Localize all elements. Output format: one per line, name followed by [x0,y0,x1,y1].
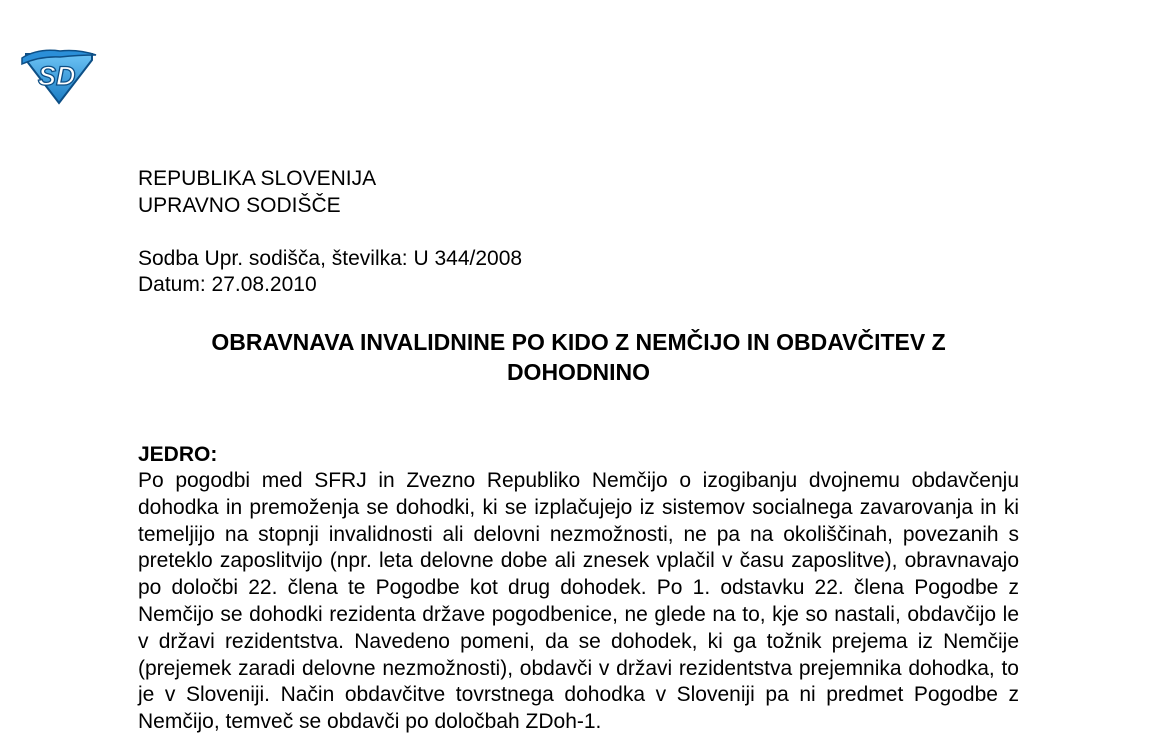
case-info [138,246,522,298]
case-number-line: Sodba Upr. sodišča, številka: U 344/2008 [138,247,523,270]
court-header [138,165,376,219]
sd-logo-icon [20,46,98,106]
svg-text:S: S [38,61,57,91]
core-heading: JEDRO: [138,443,218,466]
svg-text:D: D [56,61,76,91]
document-title: OBRAVNAVA INVALIDNINE PO KIDO Z NEMČIJO IN OBDAVČITEV Z DOHODNINO [211,329,946,385]
country-line: REPUBLIKA SLOVENIJA [138,167,377,190]
case-date-line: Datum: 27.08.2010 [138,273,317,296]
court-name-line: UPRAVNO SODIŠČE [138,194,341,217]
core-body-text: Po pogodbi med SFRJ in Zvezno Republiko Nemčijo o izogibanju dvojnemu obdavčenju dohodka in premoženja se dohodki, ki se izplačujejo iz sistemov socialnega zavarovanja in ki temeljijo na stopnji invalidnosti ali delovni nezmožnosti, ne pa na okoliščinah, povezanih s preteklo zaposlitvijo (npr. leta delovne dobe ali znesek vplačil v času zaposlitve), obravnavajo po določbi 22. člena te Pogodbe kot drug dohodek. Po 1. odstavku 22. člena Pogodbe z Nemčijo se dohodki rezidenta države pogodbenice, ne glede na to, kje so nastali, obdavčijo le v državi rezidentstva. Navedeno pomeni, da se dohodek, ki ga tožnik prejema iz Nemčije (prejemek zaradi delovne nezmožnosti), obdavči v državi rezidentstva prejemnika dohodka, to je v Sloveniji. Način obdavčitve tovrstnega dohodka v Sloveniji pa ni predmet Pogodbe z Nemčijo, temveč se obdavči po določbah ZDoh-1. [138,469,1019,734]
